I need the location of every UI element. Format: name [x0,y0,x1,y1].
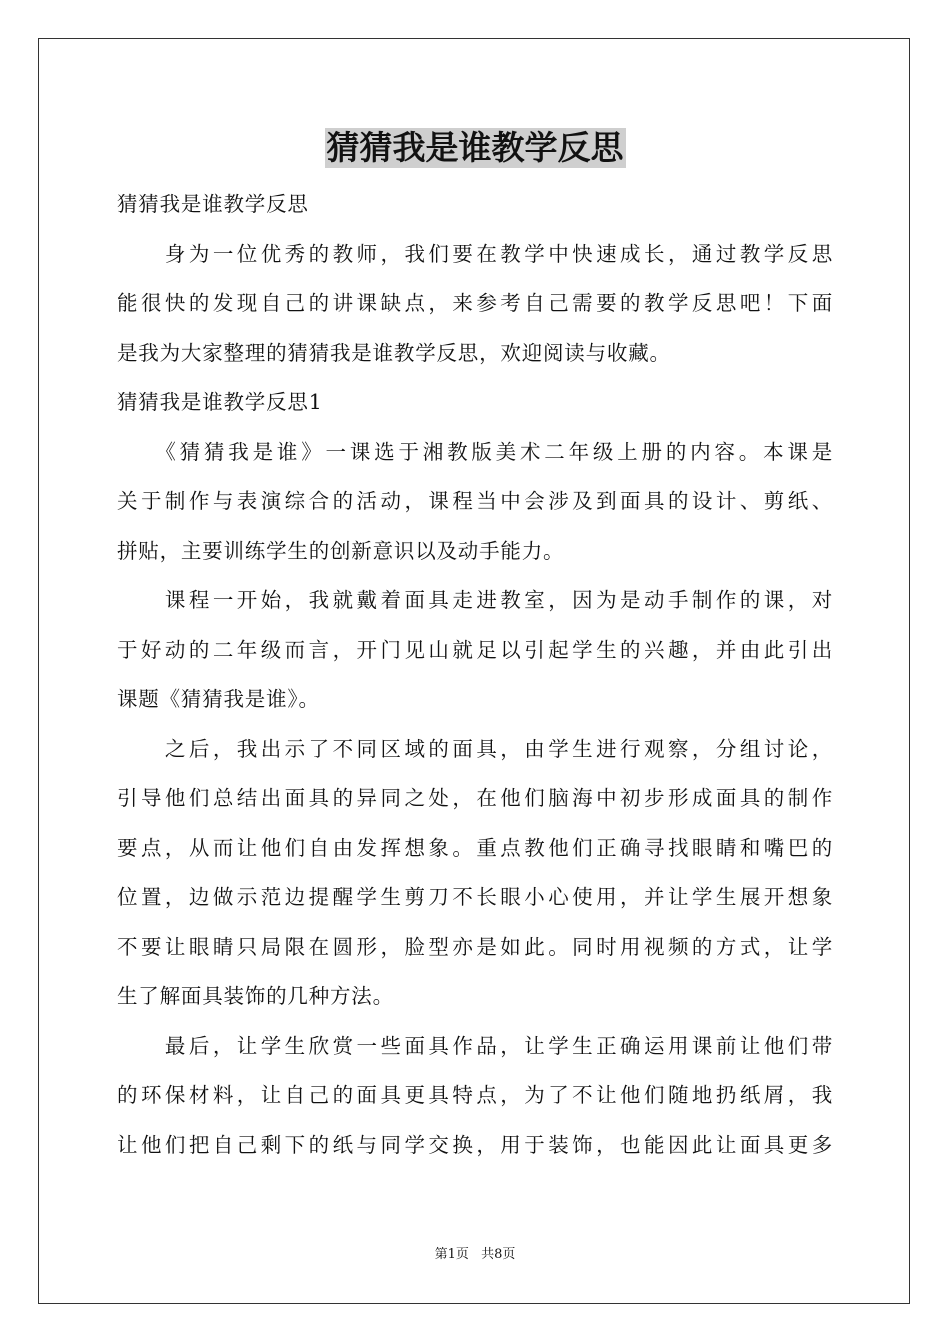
text-line: 是我为大家整理的猜猜我是谁教学反思，欢迎阅读与收藏。 [117,340,671,365]
text-line: 让他们把自己剩下的纸与同学交换，用于装饰，也能因此让面具更多 [117,1132,833,1157]
text-line: 关于制作与表演综合的活动，课程当中会涉及到面具的设计、剪纸、 [117,489,833,513]
section-heading: 猜猜我是谁教学反思1 [117,390,323,414]
document-title: 猜猜我是谁教学反思 [326,128,624,167]
text-line: 猜猜我是谁教学反思 [117,192,309,216]
text-line: 之后，我出示了不同区域的面具，由学生进行观察，分组讨论， [117,736,833,761]
text-line: 于好动的二年级而言，开门见山就足以引起学生的兴趣，并由此引出 [117,637,833,662]
text-line: 《猜猜我是谁》一课选于湘教版美术二年级上册的内容。本课是 [117,439,833,464]
page-footer [0,1247,950,1263]
text-line: 要点，从而让他们自由发挥想象。重点教他们正确寻找眼睛和嘴巴的 [117,835,833,860]
text-line: 拼贴，主要训练学生的创新意识以及动手能力。 [117,538,565,563]
text-line: 生了解面具装饰的几种方法。 [117,984,394,1008]
text-line: 引导他们总结出面具的异同之处，在他们脑海中初步形成面具的制作 [117,786,833,810]
text-line: 身为一位优秀的教师，我们要在教学中快速成长，通过教学反思 [117,241,833,266]
text-line: 最后，让学生欣赏一些面具作品，让学生正确运用课前让他们带 [117,1033,833,1058]
text-line: 课程一开始，我就戴着面具走进教室，因为是动手制作的课，对 [117,588,833,612]
document-body [117,180,833,1170]
text-line: 不要让眼睛只局限在圆形，脸型亦是如此。同时用视频的方式，让学 [117,934,833,959]
text-line: 位置，边做示范边提醒学生剪刀不长眼小心使用，并让学生展开想象 [117,885,833,909]
title-container [0,128,950,168]
text-line: 能很快的发现自己的讲课缺点，来参考自己需要的教学反思吧！下面 [117,291,833,315]
text-line: 课题《猜猜我是谁》。 [117,687,320,711]
text-line: 的环保材料，让自己的面具更具特点，为了不让他们随地扔纸屑，我 [117,1083,833,1107]
page-number: 第1页 [434,1247,469,1262]
page-total: 共8页 [481,1247,516,1262]
